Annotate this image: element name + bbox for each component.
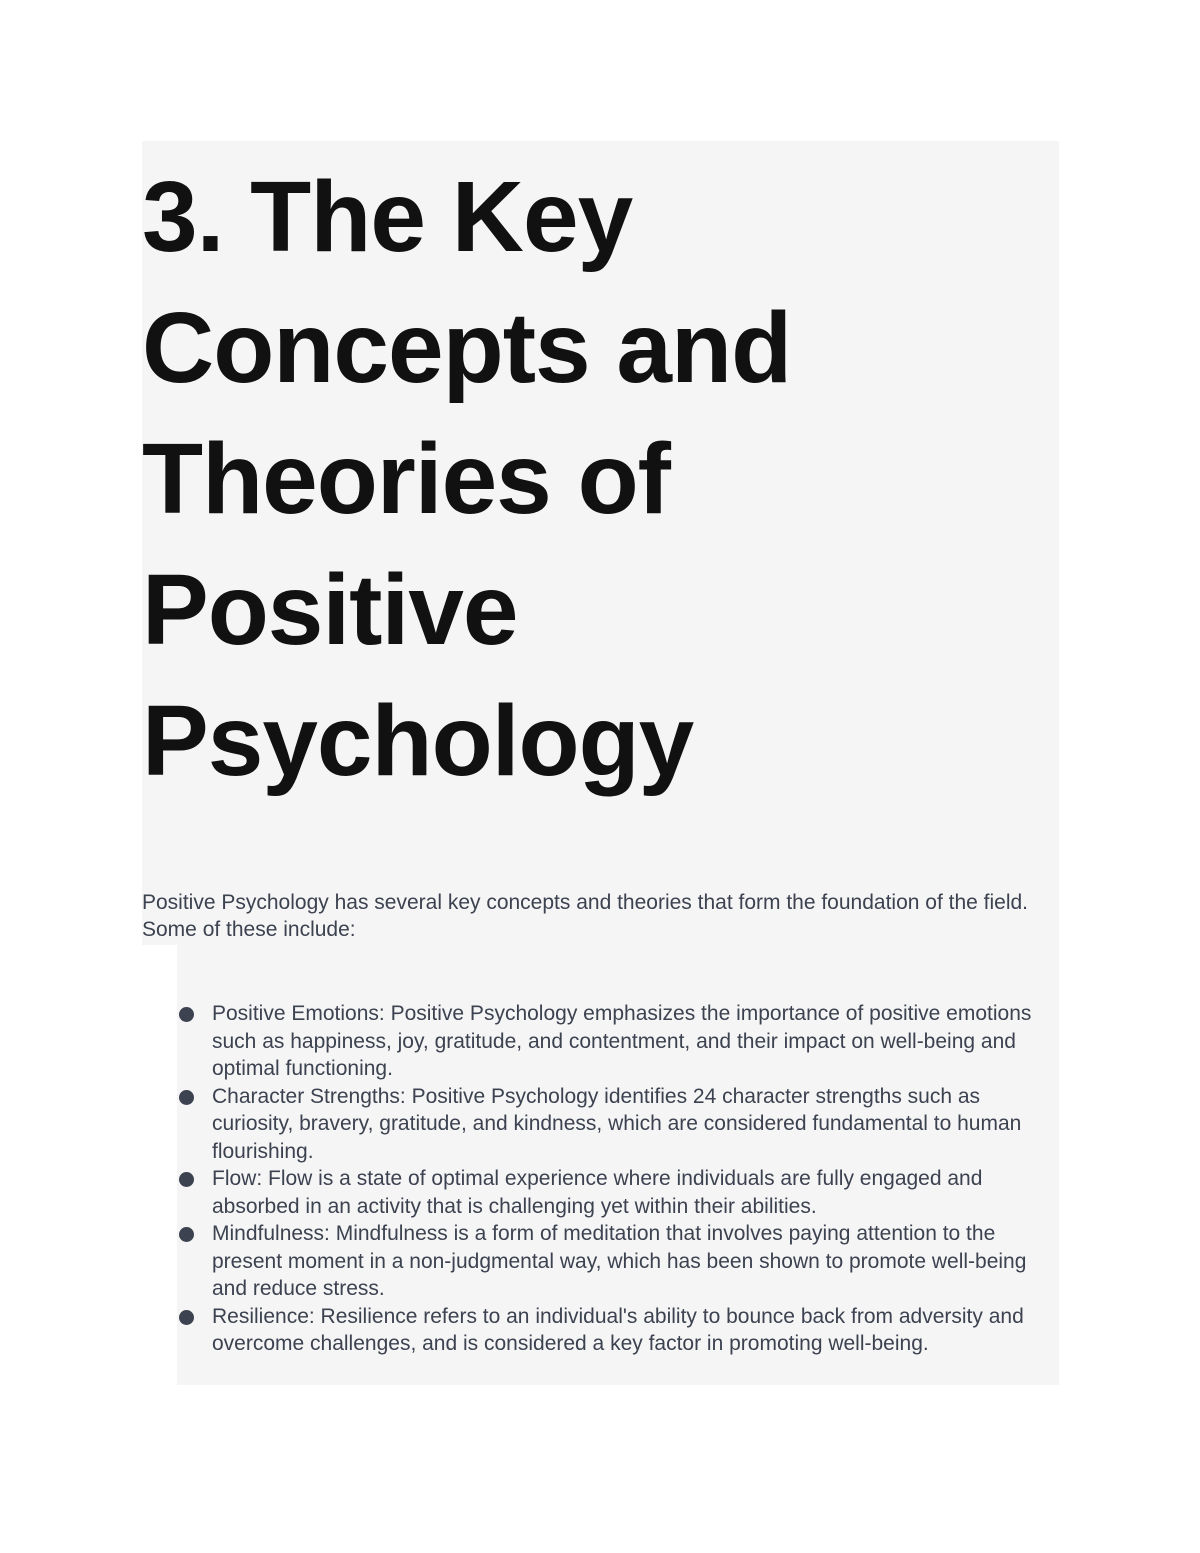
concepts-list xyxy=(176,1000,1056,1358)
bullet-icon xyxy=(179,1227,194,1242)
bullet-icon xyxy=(179,1007,194,1022)
list-item-text: Positive Emotions: Positive Psychology emphasizes the importance of positive emotions such as happiness, joy, gratitude, and contentment, and their impact on well-being and optimal functioning. xyxy=(212,1002,1032,1080)
list-item-text: Resilience: Resilience refers to an individual's ability to bounce back from adversity and overcome challenges, and is considered a key factor in promoting well-being. xyxy=(212,1304,1024,1355)
list-item xyxy=(176,1000,1056,1083)
list-item xyxy=(176,1303,1056,1358)
list-item xyxy=(176,1220,1056,1303)
list-item-text: Character Strengths: Positive Psychology identifies 24 character strengths such as curiosity, bravery, gratitude, and kindness, which are considered fundamental to human flourishing. xyxy=(212,1084,1022,1163)
list-item-text: Mindfulness: Mindfulness is a form of meditation that involves paying attention to the present moment in a non-judgmental way, which has been shown to promote well-being and reduce stress. xyxy=(212,1222,1027,1300)
list-item-text: Flow: Flow is a state of optimal experience where individuals are fully engaged and absorbed in an activity that is challenging yet within their abilities. xyxy=(212,1167,983,1218)
list-item xyxy=(176,1165,1056,1220)
intro-paragraph: Positive Psychology has several key concepts and theories that form the foundation of the field. Some of these include: xyxy=(142,891,1029,941)
bullet-icon xyxy=(179,1310,194,1325)
list-item xyxy=(176,1083,1056,1166)
page-title: 3. The Key Concepts and Theories of Positive Psychology xyxy=(142,161,792,797)
bullet-icon xyxy=(179,1172,194,1187)
bullet-icon xyxy=(179,1090,194,1105)
